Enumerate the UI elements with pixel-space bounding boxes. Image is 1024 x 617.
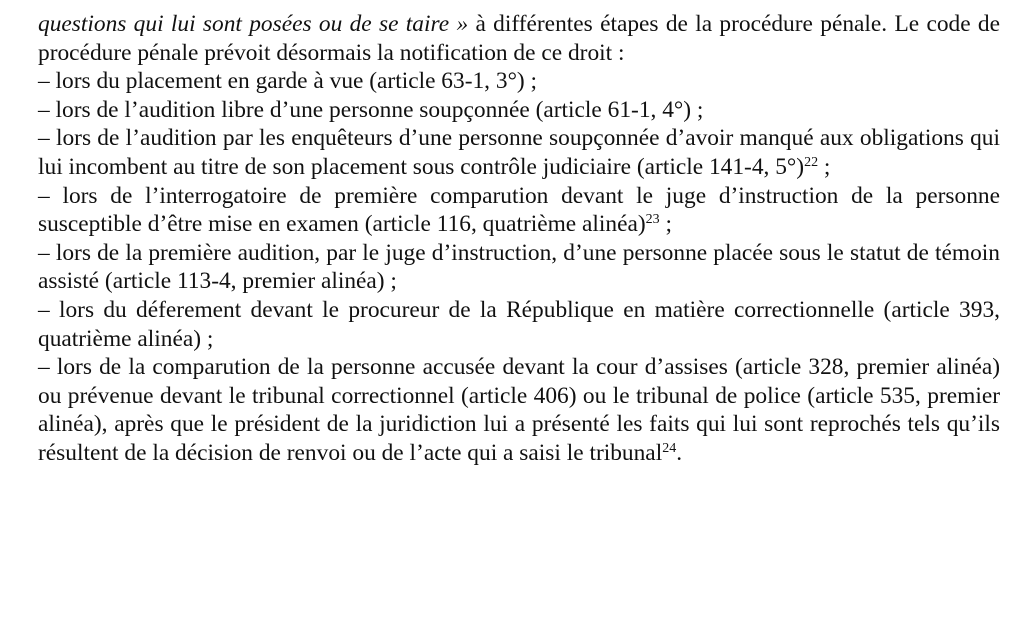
list-item [38,353,1000,467]
list-item-text: – lors de l’audition libre d’une personne soupçonnée (article 61-1, 4°) ; [38,96,704,123]
intro-italic-text: questions qui lui sont posées ou de se taire » [38,11,469,37]
list-item [38,182,1000,239]
list-item-tail: ; [659,211,673,238]
list-item [38,239,1000,296]
footnote-ref[interactable]: 24 [662,441,677,457]
list-item-tail: . [676,439,683,466]
list-item [38,296,1000,353]
document-page [38,10,1000,468]
list-item [38,96,1000,125]
intro-paragraph [38,10,1000,67]
list-item-text: – lors de la première audition, par le juge d’instruction, d’une personne placée sous le statut de témoin assisté (article 113-4, premier alinéa) ; [38,239,1000,295]
list-item-text: – lors de l’audition par les enquêteurs d’une personne soupçonnée d’avoir manqué aux obligations qui lui incombent au titre de son placement sous contrôle judiciaire (article 141-4, 5°) [38,125,1000,180]
list-item-tail: ; [818,153,831,180]
list-item-text: – lors du placement en garde à vue (article 63-1, 3°) ; [38,68,538,95]
list-item-text: – lors de l’interrogatoire de première comparution devant le juge d’instruction de la personne susceptible d’être mise en examen (article 116, quatrième alinéa) [38,182,1000,238]
intro-text: à différentes étapes de la procédure pénale. Le code de procédure pénale prévoit désormais la notification de ce droit : [38,11,1000,66]
list-item-text: – lors de la comparution de la personne accusée devant la cour d’assises (article 328, premier alinéa) ou prévenue devant le tribunal correctionnel (article 406) ou le tribunal de police (article 535, premier alinéa), après que le président de la juridiction lui a présenté les faits qui lui sont reprochés tels qu’ils résultent de la décision de renvoi ou de l’acte qui a saisi le tribunal [38,354,1000,466]
footnote-ref[interactable]: 23 [645,212,660,228]
list-item-text: – lors du déferement devant le procureur de la République en matière correctionnelle (article 393, quatrième alinéa) ; [38,296,1000,352]
list-item [38,124,1000,181]
footnote-ref[interactable]: 22 [804,155,819,171]
list-item [38,67,1000,96]
